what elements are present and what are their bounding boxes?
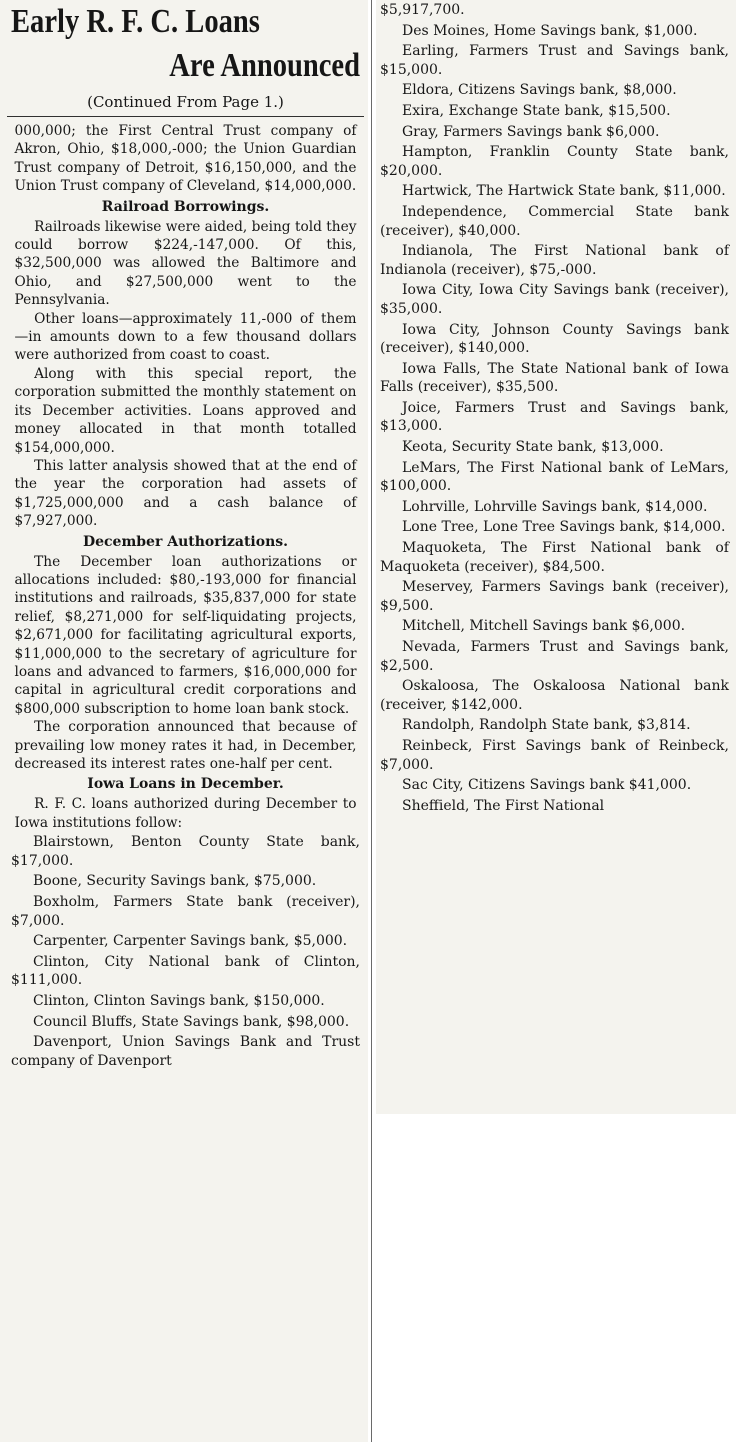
railroad-paragraph-3: Along with this special report, the corporation submitted the monthly statement on its December activities. Loans approved and money allocated in that month totalled $154,000,000. xyxy=(14,365,357,456)
loan-entry: Hampton, Franklin County State bank, $20,000. xyxy=(380,144,729,179)
loan-entry: Exira, Exchange State bank, $15,500. xyxy=(402,102,671,119)
loan-entry: Nevada, Farmers Trust and Savings bank, $2,500. xyxy=(380,639,729,674)
loan-entry: Eldora, Citizens Savings bank, $8,000. xyxy=(402,82,677,99)
loan-entry: Mitchell, Mitchell Savings bank $6,000. xyxy=(402,618,686,635)
right-loan-list xyxy=(380,22,729,816)
divider-rule xyxy=(7,116,364,117)
loan-entry: Sheffield, The First National xyxy=(402,797,605,814)
loan-entry: Sac City, Citizens Savings bank $41,000. xyxy=(402,777,692,794)
loan-entry: Boone, Security Savings bank, $75,000. xyxy=(33,873,317,890)
loan-entry: Independence, Commercial State bank (receiver), $40,000. xyxy=(380,203,729,239)
headline-line-1: Early R. F. C. Loans xyxy=(11,3,260,40)
continued-amount: $5,917,700. xyxy=(380,2,465,18)
loan-entry: Randolph, Randolph State bank, $3,814. xyxy=(402,717,691,734)
loan-entry: Iowa Falls, The State National bank of Iowa Falls (receiver), $35,500. xyxy=(380,360,729,396)
loan-entry: Maquoketa, The First National bank of Maquoketa (receiver), $84,500. xyxy=(380,540,729,575)
loan-entry: Council Bluffs, State Savings bank, $98,000. xyxy=(33,1013,350,1030)
loan-entry: Gray, Farmers Savings bank $6,000. xyxy=(402,123,660,140)
column-rule xyxy=(368,0,376,1442)
loan-entry: Meservey, Farmers Savings bank (receiver), $9,500. xyxy=(380,579,729,614)
loan-entry: Lohrville, Lohrville Savings bank, $14,000. xyxy=(402,498,708,515)
loan-entry: Des Moines, Home Savings bank, $1,000. xyxy=(402,22,698,39)
iowa-intro: R. F. C. loans authorized during December to Iowa institutions follow: xyxy=(14,796,357,831)
iowa-heading: Iowa Loans in December. xyxy=(87,776,284,793)
december-heading: December Authorizations. xyxy=(82,533,289,550)
right-column xyxy=(376,0,736,1114)
loan-entry: Boxholm, Farmers State bank (receiver), $7,000. xyxy=(11,894,360,929)
december-paragraph-1: The December loan authorizations or allocations included: $80,-193,000 for financial institutions and railroads, $35,837,000 for state relief, $8,271,000 for self-liquidating projects, $2,671,000 for facilitating agricultural exports, $11,000,000 to the secretary of agriculture for loans and advanced to farmers, $16,000,000 for capital in agricultural credit corporations and $800,000 subscription to home loan bank stock. xyxy=(14,553,357,717)
loan-entry: Earling, Farmers Trust and Savings bank, $15,000. xyxy=(380,43,729,78)
loan-entry: Hartwick, The Hartwick State bank, $11,000. xyxy=(402,183,726,200)
loan-entry: Keota, Security State bank, $13,000. xyxy=(402,439,664,456)
loan-entry: Indianola, The First National bank of Indianola (receiver), $75,-000. xyxy=(380,243,729,278)
loan-entry: Joice, Farmers Trust and Savings bank, $13,000. xyxy=(380,399,729,435)
december-paragraph-2: The corporation announced that because of prevailing low money rates it had, in December, decreased its interest rates one-half per cent. xyxy=(14,719,357,772)
railroad-paragraph-4: This latter analysis showed that at the end of the year the corporation had assets of $1,725,000,000 and a cash balance of $7,927,000. xyxy=(14,457,357,530)
railroad-heading: Railroad Borrowings. xyxy=(101,198,270,215)
loan-entry: Reinbeck, First Savings bank of Reinbeck, $7,000. xyxy=(380,737,729,773)
loan-entry: Iowa City, Johnson County Savings bank (receiver), $140,000. xyxy=(380,321,729,357)
loan-entry: Iowa City, Iowa City Savings bank (receiver), $35,000. xyxy=(380,282,729,317)
loan-entry: Clinton, Clinton Savings bank, $150,000. xyxy=(33,992,325,1009)
loan-entry: LeMars, The First National bank of LeMars, $100,000. xyxy=(380,459,729,495)
railroad-paragraph-1: Railroads likewise were aided, being told they could borrow $224,-147,000. Of this, $32,500,000 was allowed the Baltimore and Ohio, and $27,500,000 went to the Pennsylvania. xyxy=(14,218,357,309)
continued-note: (Continued From Page 1.) xyxy=(87,93,284,111)
railroad-paragraph-2: Other loans—approximately 11,-000 of them—in amounts down to a few thousand dollars were authorized from coast to coast. xyxy=(14,310,357,364)
loan-entry: Davenport, Union Savings Bank and Trust company of Davenport xyxy=(11,1034,360,1069)
loan-entry: Oskaloosa, The Oskaloosa National bank (receiver, $142,000. xyxy=(380,678,729,713)
loan-entry: Carpenter, Carpenter Savings bank, $5,000. xyxy=(33,933,348,950)
headline-line-2: Are Announced xyxy=(169,47,360,84)
intro-paragraph: 000,000; the First Central Trust company of Akron, Ohio, $18,000,-000; the Union Guardian Trust company of Detroit, $16,150,000, and the Union Trust company of Cleveland, $14,000,000. xyxy=(14,123,357,195)
loan-entry: Blairstown, Benton County State bank, $17,000. xyxy=(11,834,360,869)
left-loan-list xyxy=(11,833,360,1070)
loan-entry: Lone Tree, Lone Tree Savings bank, $14,000. xyxy=(402,519,726,536)
loan-entry: Clinton, City National bank of Clinton, $111,000. xyxy=(11,953,360,989)
